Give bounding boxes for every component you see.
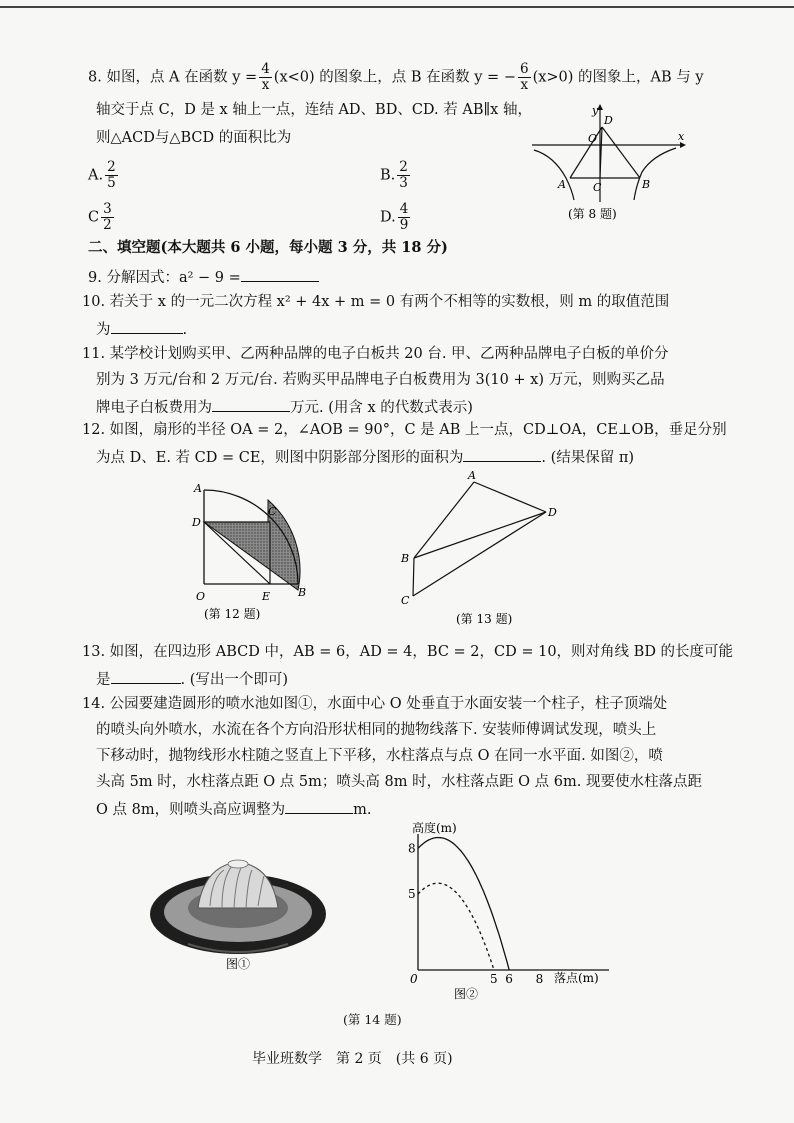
q14-answer-blank[interactable] <box>285 798 353 814</box>
q8-curve-left <box>534 150 574 200</box>
q12-answer-blank[interactable] <box>463 446 541 462</box>
q8-option-b-letter: B. <box>380 167 396 184</box>
chart-y-tick-0: 5 <box>408 887 416 901</box>
q8-option-c[interactable] <box>88 202 116 233</box>
q14-fig1-caption: 图① <box>226 957 251 970</box>
q8-label-y: y <box>592 104 599 117</box>
chart-x-tick-3: 8 <box>535 972 544 986</box>
q8-fraction-2-num: 6 <box>519 61 529 77</box>
q13-segment-bc <box>413 558 414 596</box>
q13-segment-bd <box>414 512 546 558</box>
q8-option-d[interactable] <box>380 202 412 233</box>
q8-line-2: 轴交于点 C，D 是 x 轴上一点，连结 AD、BD、CD. 若 AB∥x 轴， <box>96 102 532 118</box>
q14-fig2-caption: 图② <box>454 987 479 1001</box>
chart-series-1 <box>418 883 494 970</box>
q11-answer-blank[interactable] <box>212 396 290 412</box>
q13-segment-ad <box>474 482 546 512</box>
q8-curve-right <box>634 148 676 200</box>
q8-option-c-den: 2 <box>103 217 112 233</box>
q13-caption: (第 13 题) <box>456 612 513 625</box>
q8-option-b[interactable] <box>380 160 412 191</box>
q8-fraction-2-den: x <box>520 77 529 93</box>
q11-text-a: 牌电子白板费用为 <box>96 400 212 416</box>
q8-line-3: 则△ACD与△BCD 的面积比为 <box>96 130 292 146</box>
q13-segment-ab <box>414 482 474 558</box>
q8-label-x: x <box>678 130 685 143</box>
q8-text-c: (x>0) 的图象上，AB 与 y <box>532 69 704 86</box>
chart-x-label: 落点(m) <box>554 971 599 985</box>
q13-label-c: C <box>401 594 410 607</box>
q13-answer-blank[interactable] <box>111 668 181 684</box>
q8-label-b: B <box>642 178 651 191</box>
q10-text-b: . <box>182 322 188 338</box>
q14-line-2: 的喷头向外喷水，水流在各个方向沿形状相同的抛物线落下. 安装师傅调试发现，喷头上 <box>96 722 657 738</box>
page-footer: 毕业班数学 第 2 页 (共 6 页) <box>252 1051 453 1067</box>
q12-label-a: A <box>194 482 202 495</box>
q13-figure <box>396 470 566 625</box>
q8-fraction-1 <box>259 62 272 93</box>
q10-line-1: 10. 若关于 x 的一元二次方程 x² + 4x + m = 0 有两个不相等的实数根，则 m 的取值范围 <box>82 294 670 310</box>
q8-option-a-num: 2 <box>107 159 116 175</box>
q8-text-a: 8. 如图，点 A 在函数 y = <box>88 69 258 86</box>
chart-series-0 <box>418 838 509 971</box>
q10-answer-blank[interactable] <box>111 318 183 334</box>
q12-figure <box>188 478 318 623</box>
q14-text-a: O 点 8m，则喷头高应调整为 <box>96 802 286 818</box>
q8-label-o: O <box>588 132 598 145</box>
q8-line-1 <box>88 62 704 93</box>
q11-line-2: 别为 3 万元/台和 2 万元/台. 若购买甲品牌电子白板费用为 3(10 + x) 万元，则购买乙品 <box>96 372 665 388</box>
q12-line-1: 12. 如图，扇形的半径 OA = 2，∠AOB = 90°，C 是 AB 上一点，CD⊥OA，CE⊥OB，垂足分别 <box>82 422 727 438</box>
q12-label-b: B <box>298 586 307 599</box>
q10-text-a: 为 <box>96 322 111 338</box>
q13-line-1: 13. 如图，在四边形 ABCD 中，AB = 6，AD = 4，BC = 2，CD = 10，则对角线 BD 的长度可能 <box>82 644 734 660</box>
q12-label-d: D <box>192 516 201 529</box>
q14-chart <box>404 822 624 1002</box>
q12-text-b: . (结果保留 π) <box>541 450 635 466</box>
chart-y-tick-1: 8 <box>408 841 416 856</box>
q8-option-a-den: 5 <box>107 175 116 191</box>
q8-option-c-num: 3 <box>103 201 112 217</box>
q13-text-a: 是 <box>96 672 111 688</box>
q12-label-c: C <box>268 505 277 518</box>
q11-text-b: 万元. (用含 x 的代数式表示) <box>290 400 473 416</box>
q9-line <box>88 266 319 288</box>
chart-x-tick-0: 0 <box>410 972 418 986</box>
q11-line-1: 11. 某学校计划购买甲、乙两种品牌的电子白板共 20 台. 甲、乙两种品牌电子白板的单价分 <box>82 346 669 362</box>
chart-y-label: 高度(m) <box>412 822 457 835</box>
q8-label-c: C <box>593 181 602 194</box>
q11-line-3 <box>96 396 473 418</box>
q12-line-2 <box>96 446 634 468</box>
q8-option-d-letter: D. <box>380 209 396 226</box>
q12-caption: (第 12 题) <box>204 607 261 621</box>
q9-text: 9. 分解因式：a² − 9 = <box>88 270 241 286</box>
chart-x-tick-2: 6 <box>505 972 513 986</box>
q14-line-1: 14. 公园要建造圆形的喷水池如图①，水面中心 O 处垂直于水面安装一个柱子，柱子顶端处 <box>82 696 668 712</box>
chart-x-tick-1: 5 <box>490 972 498 986</box>
q12-text-a: 为点 D、E. 若 CD = CE，则图中阴影部分图形的面积为 <box>96 450 464 466</box>
q8-segment-ad <box>570 127 602 178</box>
q8-option-a-letter: A. <box>88 167 104 184</box>
top-border-line <box>0 6 794 8</box>
q14-text-b: m. <box>353 802 372 818</box>
q8-option-d-num: 4 <box>399 201 409 217</box>
q14-line-3: 下移动时，抛物线形水柱随之竖直上下平移，水柱落点与点 O 在同一水平面. 如图②，喷 <box>96 748 663 764</box>
q8-option-b-den: 3 <box>399 175 408 191</box>
q13-text-b: . (写出一个即可) <box>180 672 289 688</box>
q13-segment-cd <box>413 512 546 596</box>
q8-option-a[interactable] <box>88 160 120 191</box>
fountain-nozzle-top <box>228 860 248 868</box>
q12-label-e: E <box>262 590 271 603</box>
q12-label-o: O <box>196 590 206 603</box>
q8-label-d: D <box>604 114 613 127</box>
q14-caption: (第 14 题) <box>343 1012 402 1027</box>
q12-shaded-region <box>204 500 300 590</box>
q8-option-d-den: 9 <box>399 217 409 233</box>
q13-label-a: A <box>468 470 476 482</box>
q8-fraction-1-num: 4 <box>261 61 270 77</box>
q8-option-b-num: 2 <box>399 159 408 175</box>
q14-line-5 <box>96 798 371 820</box>
q8-fraction-1-den: x <box>261 77 270 93</box>
q14-line-4: 头高 5m 时，水柱落点距 O 点 5m；喷头高 8m 时，水柱落点距 O 点 6m. 现要使水柱落点距 <box>96 774 702 790</box>
q8-fraction-2 <box>518 62 531 93</box>
q13-label-b: B <box>401 552 410 565</box>
q14-fountain-photo <box>148 848 330 970</box>
q8-figure <box>528 102 688 232</box>
q10-line-2 <box>96 318 187 340</box>
q8-label-a: A <box>558 178 566 191</box>
q13-label-d: D <box>548 506 557 519</box>
section-2-heading: 二、填空题(本大题共 6 小题，每小题 3 分，共 18 分) <box>88 239 448 256</box>
q8-caption: (第 8 题) <box>568 207 617 221</box>
q8-option-c-letter: C <box>88 209 100 226</box>
q9-answer-blank[interactable] <box>241 266 319 282</box>
q13-line-2 <box>96 668 288 690</box>
q8-segment-bd <box>602 127 640 178</box>
q8-text-b: (x<0) 的图象上，点 B 在函数 y = − <box>273 69 516 86</box>
